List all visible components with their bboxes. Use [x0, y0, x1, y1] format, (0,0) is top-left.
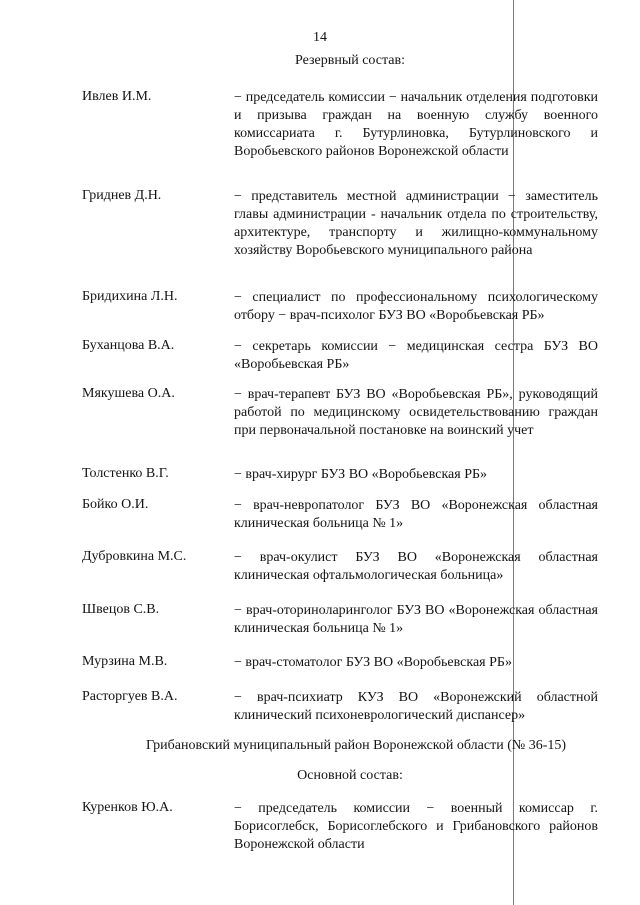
member-role: − специалист по профессиональному психологическому отбору − врач-психолог БУЗ ВО «Воробьевская РБ»: [234, 290, 598, 323]
member-role: − врач-хирург БУЗ ВО «Воробьевская РБ»: [234, 467, 488, 482]
main-composition-heading: Основной состав:: [297, 768, 403, 783]
member-name: Дубровкина М.С.: [82, 549, 187, 564]
member-role: − врач-психиатр КУЗ ВО «Воронежский областной клинический психоневрологический диспансер»: [234, 690, 598, 723]
district-heading: Грибановский муниципальный район Воронежской области (№ 36-15): [145, 738, 567, 753]
member-role: − врач-окулист БУЗ ВО «Воронежская областная клиническая офтальмологическая больница»: [234, 550, 598, 583]
member-role: − врач-оториноларинголог БУЗ ВО «Воронежская областная клиническая больница № 1»: [234, 603, 598, 636]
member-name: Толстенко В.Г.: [82, 466, 169, 481]
member-name: Мурзина М.В.: [82, 654, 168, 669]
member-name: Буханцова В.А.: [82, 338, 175, 353]
member-name: Гриднев Д.Н.: [82, 188, 162, 203]
member-role: − врач-стоматолог БУЗ ВО «Воробьевская РБ»: [234, 655, 512, 670]
page-number: 14: [313, 30, 327, 45]
member-name: Куренков Ю.А.: [82, 800, 173, 815]
member-role: − председатель комиссии − начальник отделения подготовки и призыва граждан на военную службу военного комиссариата г. Бутурлиновка, Бутурлиновского и Воробьевского районов Воронежской области: [234, 90, 598, 159]
member-name: Бридихина Л.Н.: [82, 289, 178, 304]
member-name: Швецов С.В.: [82, 602, 160, 617]
member-role: − врач-терапевт БУЗ ВО «Воробьевская РБ», руководящий работой по медицинскому освидетельствованию граждан при первоначальной постановке на воинский учет: [234, 387, 598, 438]
member-name: Расторгуев В.А.: [82, 689, 178, 704]
member-name: Бойко О.И.: [82, 497, 149, 512]
member-role: − врач-невропатолог БУЗ ВО «Воронежская областная клиническая больница № 1»: [234, 498, 598, 531]
member-role: − представитель местной администрации − заместитель главы администрации - начальник отдела по строительству, архитектуре, транспорту и жилищно-коммунальному хозяйству Воробьевского муниципального района: [234, 189, 598, 258]
member-name: Ивлев И.М.: [82, 89, 152, 104]
member-role: − председатель комиссии − военный комиссар г. Борисоглебск, Борисоглебского и Грибановского районов Воронежской области: [234, 801, 598, 852]
reserve-heading: Резервный состав:: [294, 53, 405, 68]
member-role: − секретарь комиссии − медицинская сестра БУЗ ВО «Воробьевская РБ»: [234, 339, 598, 372]
member-name: Мякушева О.А.: [82, 386, 175, 401]
